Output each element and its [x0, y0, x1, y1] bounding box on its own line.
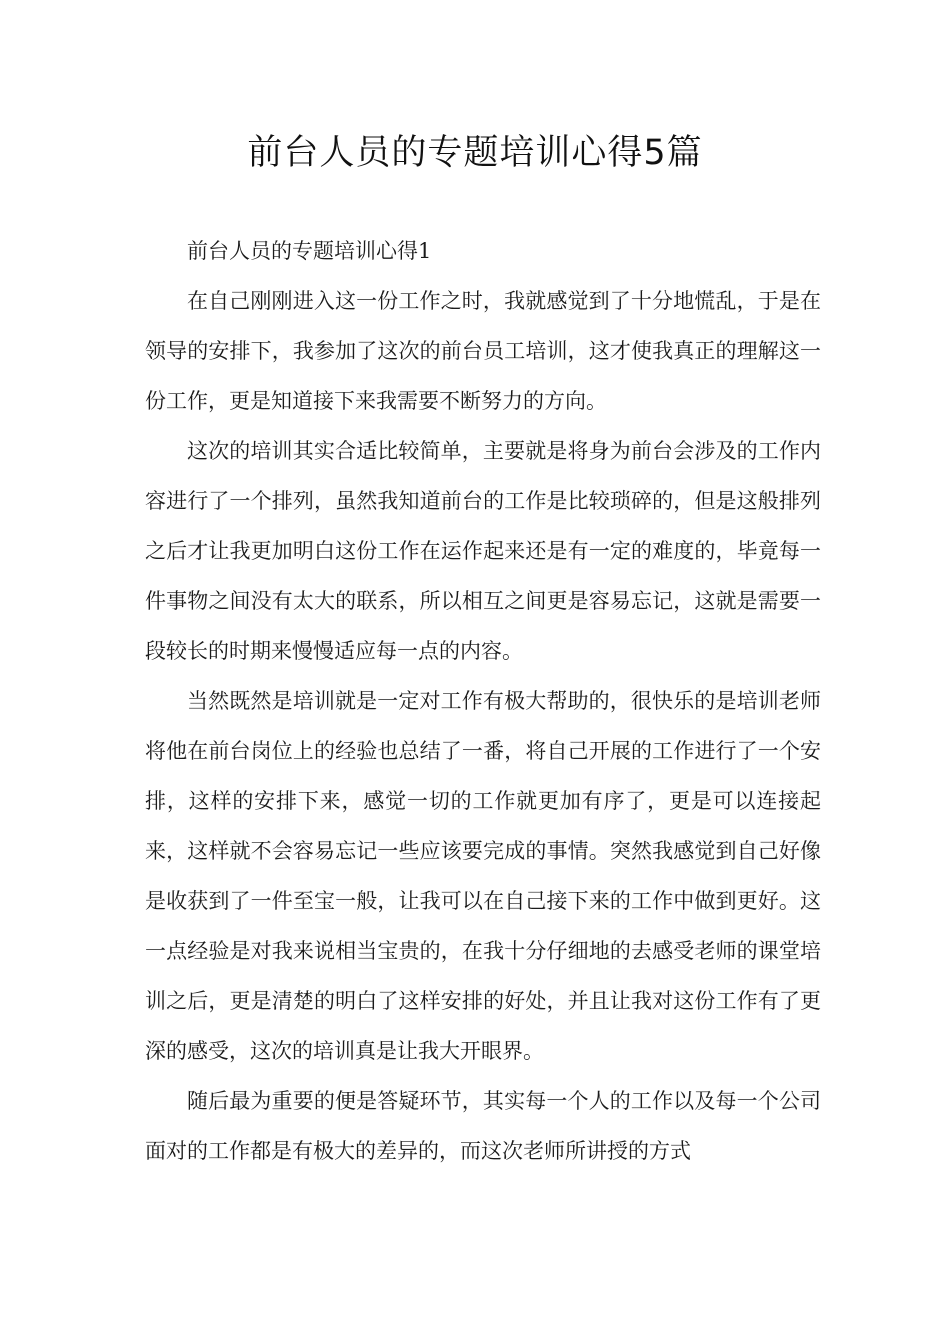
paragraph-1: 在自己刚刚进入这一份工作之时，我就感觉到了十分地慌乱，于是在领导的安排下，我参加了这次的前台员工培训，这才使我真正的理解这一份工作，更是知道接下来我需要不断努力的方向。: [145, 289, 821, 413]
section-heading: 前台人员的专题培训心得1: [187, 239, 432, 263]
paragraph-2: 这次的培训其实合适比较简单，主要就是将身为前台会涉及的工作内容进行了一个排列，虽然我知道前台的工作是比较琐碎的，但是这般排列之后才让我更加明白这份工作在运作起来还是有一定的难度的，毕竟每一件事物之间没有太大的联系，所以相互之间更是容易忘记，这就是需要一段较长的时期来慢慢适应每一点的内容。: [145, 439, 821, 663]
paragraph-4: 随后最为重要的便是答疑环节，其实每一个人的工作以及每一个公司面对的工作都是有极大的差异的，而这次老师所讲授的方式: [145, 1089, 821, 1163]
document-title: 前台人员的专题培训心得5篇: [247, 133, 703, 173]
document-body: [145, 226, 821, 1176]
paragraph-3: 当然既然是培训就是一定对工作有极大帮助的，很快乐的是培训老师将他在前台岗位上的经验也总结了一番，将自己开展的工作进行了一个安排，这样的安排下来，感觉一切的工作就更加有序了，更是可以连接起来，这样就不会容易忘记一些应该要完成的事情。突然我感觉到自己好像是收获到了一件至宝一般，让我可以在自己接下来的工作中做到更好。这一点经验是对我来说相当宝贵的，在我十分仔细地的去感受老师的课堂培训之后，更是清楚的明白了这样安排的好处，并且让我对这份工作有了更深的感受，这次的培训真是让我大开眼界。: [145, 689, 821, 1063]
